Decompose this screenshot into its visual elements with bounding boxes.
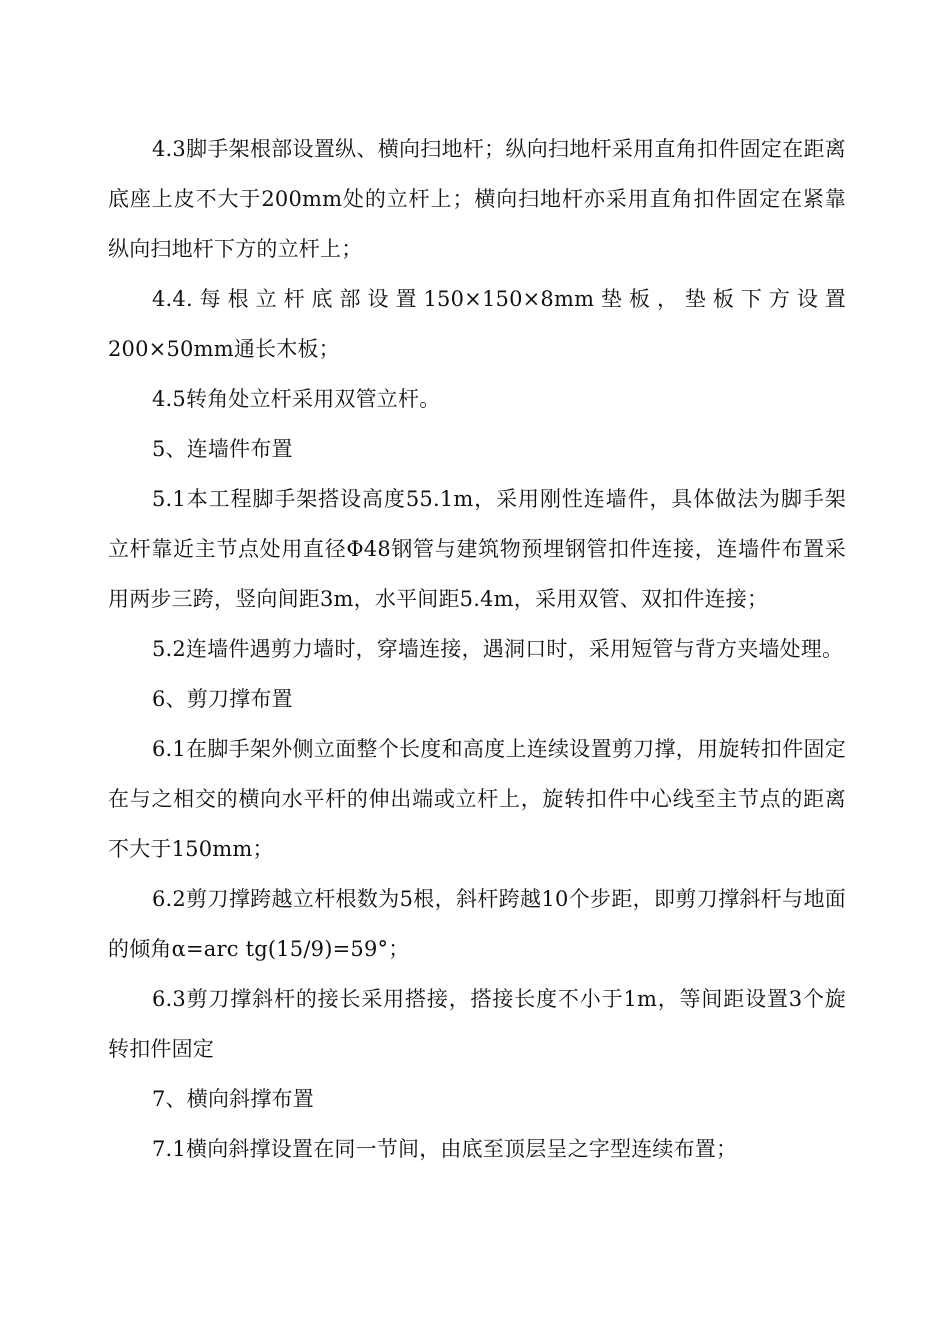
section-heading-7: 7、横向斜撑布置: [152, 1087, 314, 1111]
paragraph-4-4: 4.4.每根立杆底部设置150×150×8mm垫板，垫板下方设置200×50mm通长木板；: [108, 287, 846, 361]
paragraph-4-3: 4.3脚手架根部设置纵、横向扫地杆；纵向扫地杆采用直角扣件固定在距离底座上皮不大于200mm处的立杆上；横向扫地杆亦采用直角扣件固定在紧靠纵向扫地杆下方的立杆上；: [108, 137, 846, 261]
paragraph-7-1: 7.1横向斜撑设置在同一节间，由底至顶层呈之字型连续布置；: [152, 1137, 738, 1161]
section-heading-5: 5、连墙件布置: [152, 437, 293, 461]
section-heading-6: 6、剪刀撑布置: [152, 687, 293, 711]
paragraph-6-1: 6.1在脚手架外侧立面整个长度和高度上连续设置剪刀撑，用旋转扣件固定在与之相交的横向水平杆的伸出端或立杆上，旋转扣件中心线至主节点的距离不大于150mm；: [108, 737, 846, 861]
document-page: [108, 124, 846, 1174]
paragraph-5-1: 5.1本工程脚手架搭设高度55.1m，采用刚性连墙件，具体做法为脚手架立杆靠近主节点处用直径Φ48钢管与建筑物预埋钢管扣件连接，连墙件布置采用两步三跨，竖向间距3m，水平间距5.4m，采用双管、双扣件连接；: [108, 487, 846, 611]
paragraph-6-2: 6.2剪刀撑跨越立杆根数为5根，斜杆跨越10个步距，即剪刀撑斜杆与地面的倾角α=arc tg(15/9)=59°；: [108, 887, 846, 961]
paragraph-4-5: 4.5转角处立杆采用双管立杆。: [152, 387, 441, 411]
paragraph-5-2: 5.2连墙件遇剪力墙时，穿墙连接，遇洞口时，采用短管与背方夹墙处理。: [152, 637, 844, 661]
paragraph-6-3: 6.3剪刀撑斜杆的接长采用搭接，搭接长度不小于1m，等间距设置3个旋转扣件固定: [108, 987, 846, 1061]
